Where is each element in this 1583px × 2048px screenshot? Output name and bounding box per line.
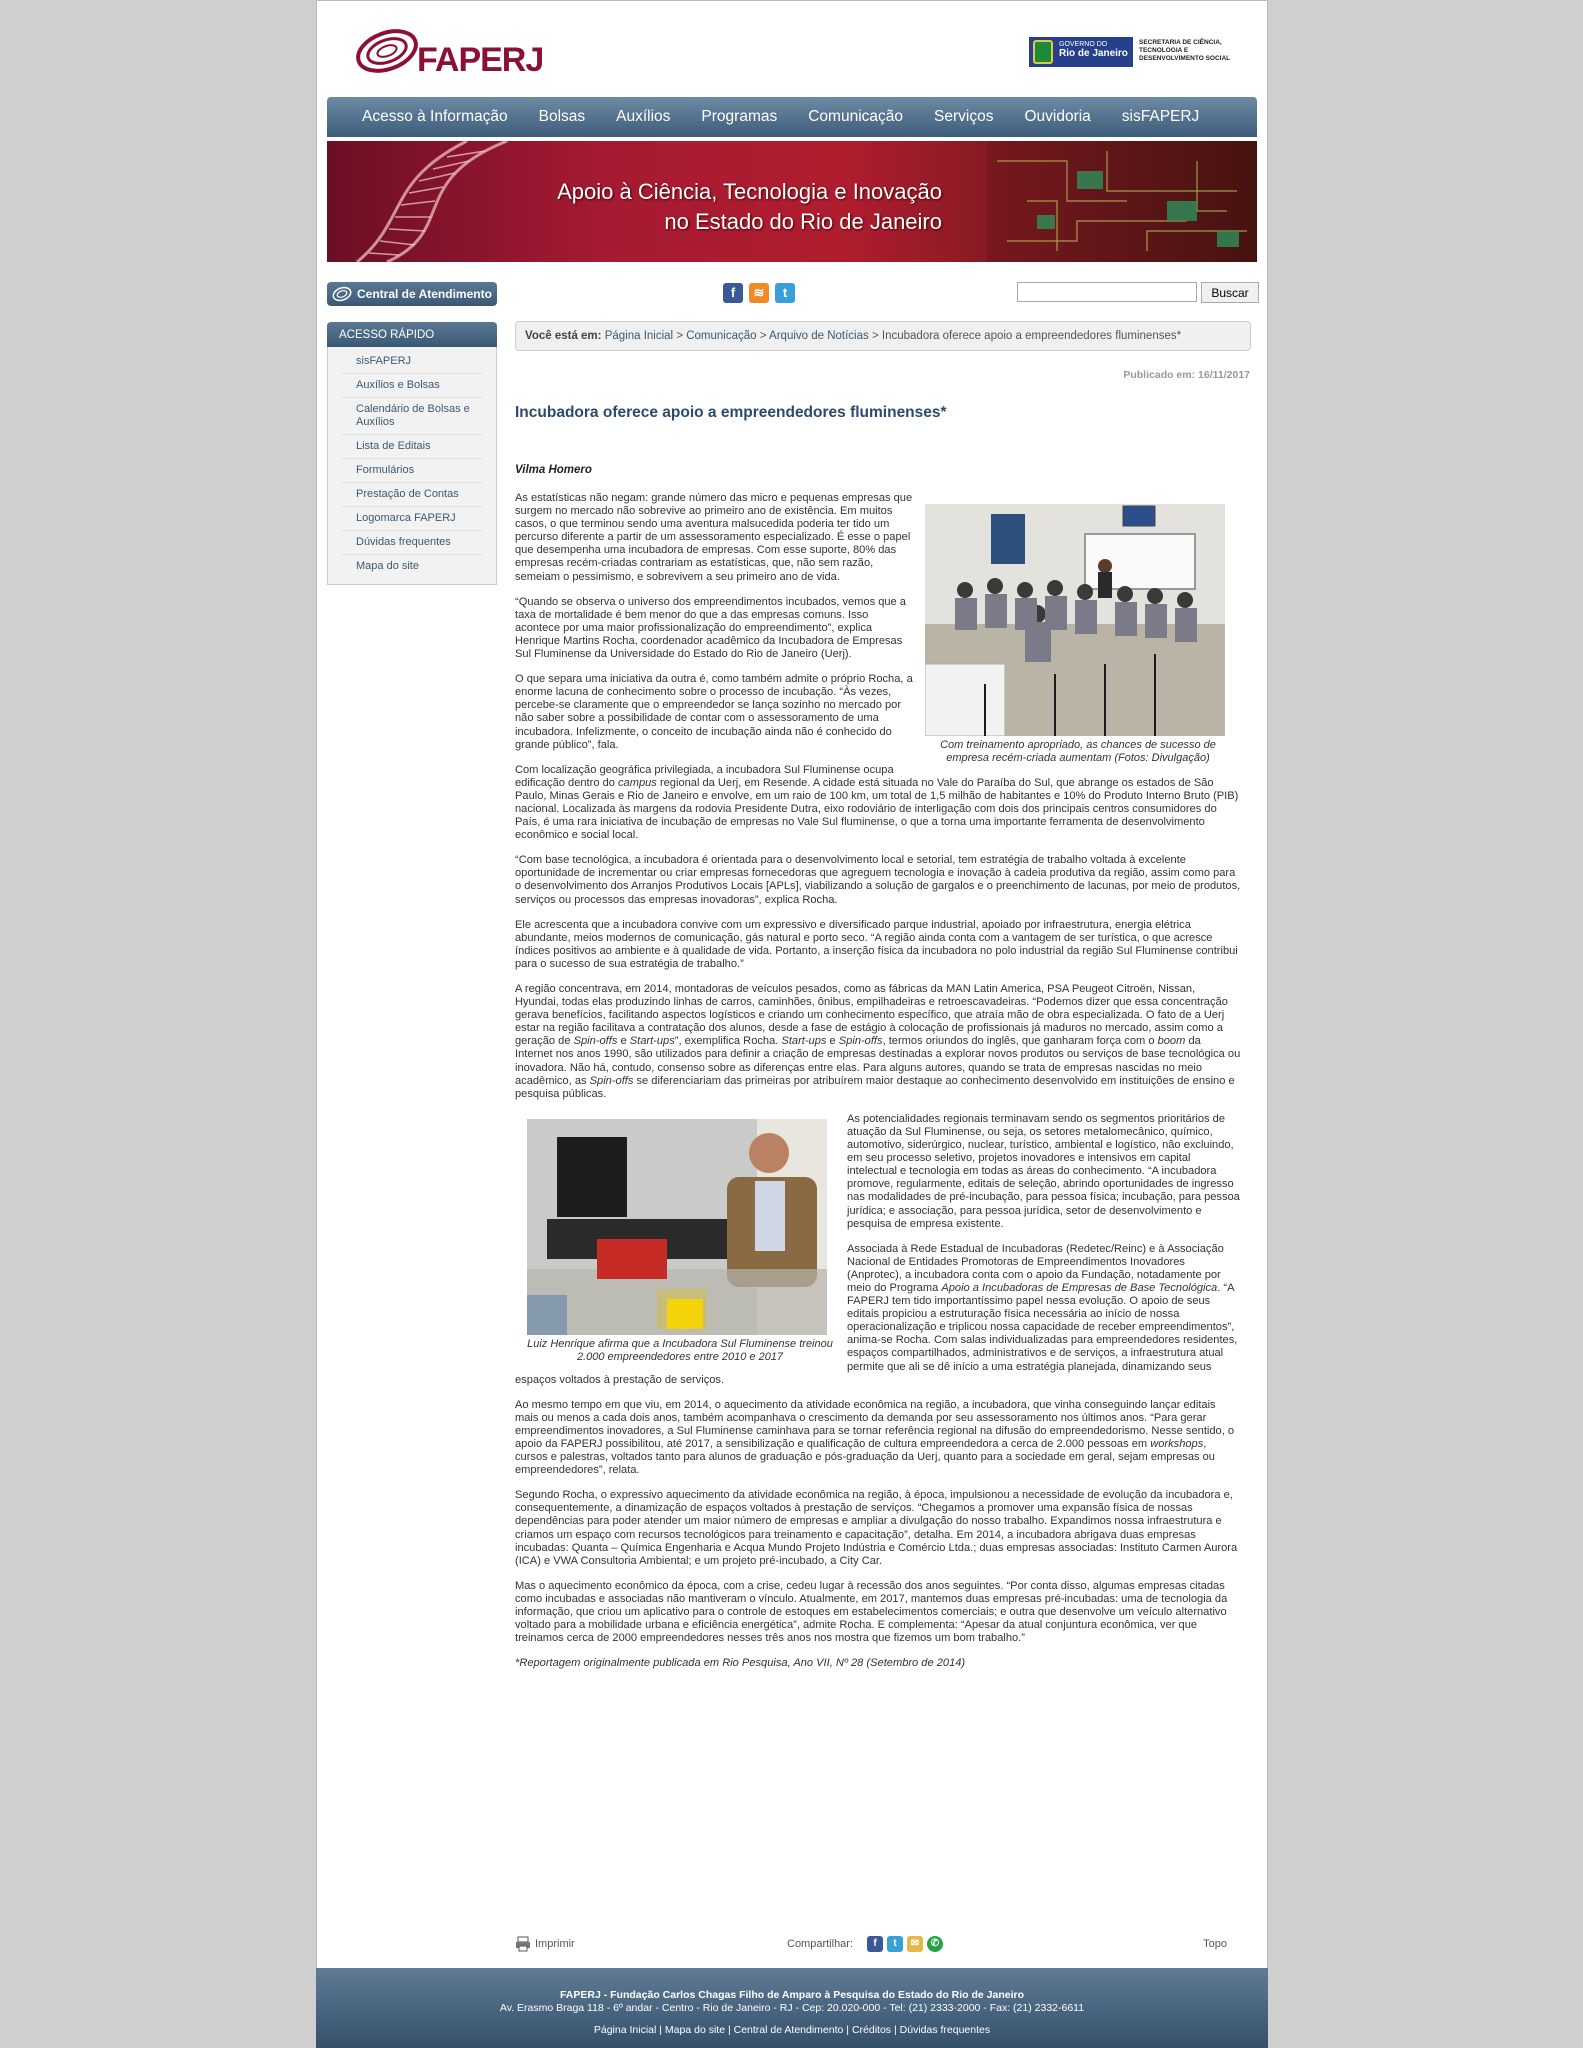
footer-link-home[interactable]: Página Inicial xyxy=(593,2024,657,2036)
whatsapp-share-icon[interactable]: ✆ xyxy=(927,1936,943,1952)
circuit-graphic xyxy=(987,141,1257,262)
paragraph-12: Mas o aquecimento econômico da época, com a crise, cedeu lugar à recessão dos anos seguintes. “Por conta disso, algumas empresas citadas como incubadas e associadas não mantiveram o vínculo. Atualmente, em 2017, mantemos duas empresas pré-incubadas: uma de tecnologia da informação, que criou um aplicativo para o controle de estoques em estabelecimentos comerciais; e outra que desenvolve um veículo alternativo voltado para a mobilidade urbana e eficiência energética”, admite Rocha. E complementa: “Apesar da atual conjuntura econômica, ver que treinamos cerca de 2000 empreendedores nesses três anos nos mostra que fizemos um bom trabalho.” xyxy=(515,1579,1228,1645)
logo-swirl-icon xyxy=(353,19,423,79)
search-input[interactable] xyxy=(1017,282,1197,302)
facebook-icon[interactable]: f xyxy=(723,283,743,303)
banner-line2: no Estado do Rio de Janeiro xyxy=(664,209,942,234)
footer-link-central[interactable]: Central de Atendimento xyxy=(733,2024,844,2036)
banner-line1: Apoio à Ciência, Tecnologia e Inovação xyxy=(557,179,942,204)
menu-item-sisfaperj[interactable]: sisFAPERJ xyxy=(1121,108,1200,125)
footer-link-mapa[interactable]: Mapa do site xyxy=(664,2024,726,2036)
dna-graphic xyxy=(347,141,527,262)
search-button[interactable]: Buscar xyxy=(1201,282,1259,303)
secretaria-label: SECRETARIA DE CIÊNCIA, TECNOLOGIA E DESENVOLVIMENTO SOCIAL xyxy=(1139,39,1231,62)
breadcrumb xyxy=(515,321,1251,351)
paragraph-11: Segundo Rocha, o expressivo aquecimento da atividade econômica na região, à época, impulsionou a necessidade de evolução da incubadora e, consequentemente, a dinamização de espaços voltados à prestação de serviços. “Chegamos a promover uma expansão física de nossas dependências para poder atender um maior número de empresas e ampliar a divulgação do nosso trabalho. Expandimos nossa infraestrutura e criamos um espaço com recursos tecnológicos para treinamento e capacitação”, detalha. Em 2014, a incubadora abrigava duas empresas incubadas: Quanta – Química Engenharia e Acqua Mundo Projeto Indústria e Comércio Ltda.; duas empresas associadas: Instituto Carmen Aurora (ICA) e VWA Consultoria Ambiental; e um projeto pré-incubado, a City Car. xyxy=(515,1489,1238,1567)
gov-line1: GOVERNO DO xyxy=(1059,41,1108,48)
quick-access-sidebar xyxy=(327,322,497,585)
menu-item-servicos[interactable]: Serviços xyxy=(934,108,994,125)
gov-badge xyxy=(1029,37,1133,67)
paragraph-6: Ele acrescenta que a incubadora convive com um expressivo e diversificado parque industrial, apoiado por infraestrutura, energia elétrica abundante, meios modernos de comunicação, gás natural e porto seco. “A região ainda conta com a vantagem de ser turística, o que acresce índices positivos ao ambiente e à qualidade de vida. Portanto, a inserção física da incubadora no polo industrial da região Sul Fluminense contribui para o sucesso de sua estratégia de trabalho.” xyxy=(515,918,1238,970)
paragraph-1: As estatísticas não negam: grande número das micro e pequenas empresas que surgem no mercado não sobrevive ao primeiro ano de existência. Em muitos casos, o que terminou sendo uma aventura malsucedida poderia ter tido um percurso diferente a partir de um assessoramento especializado. É esse o papel que desempenha uma incubadora de empresas. Com esse suporte, 80% das empresas recém-criadas contrariam as estatísticas, que, não sem razão, semeiam o pessimismo, e sobrevivem a seu primeiro ano de vida. xyxy=(515,492,913,583)
sidebar-item-auxilios-bolsas[interactable]: Auxílios e Bolsas xyxy=(342,374,482,398)
sidebar-item-mapa[interactable]: Mapa do site xyxy=(356,560,419,572)
figure-classroom xyxy=(925,504,1231,765)
paragraph-2: “Quando se observa o universo dos empreendimentos incubados, vemos que a taxa de mortalidade é bem menor do que a das empresas comuns. Isso acontece por uma maior profissionalização do empreendimento”, explica Henrique Martins Rocha, coordenador acadêmico da Incubadora de Empresas Sul Fluminense da Universidade do Estado do Rio de Janeiro (Uerj). xyxy=(515,595,906,661)
article-author: Vilma Homero xyxy=(515,464,592,476)
paragraph-4: Com localização geográfica privilegiada, a incubadora Sul Fluminense ocupa edificação dentro do campus regional da Uerj, em Resende. A cidade está situada no Vale do Paraíba do Sul, que abrange os estados de São Paulo, Minas Gerais e Rio de Janeiro e envolve, em um raio de 100 km, um total de 1,5 milhão de habitantes e 10% do Produto Interno Bruto (PIB) nacional. Localizada às margens da rodovia Presidente Dutra, eixo rodoviário de interligação com dois dos principais centros consumidores do País, é uma rara iniciativa de incubação de empresas no Vale Sul fluminense, o que a torna uma importante ferramenta de desenvolvimento econômico e social local. xyxy=(515,763,1239,842)
menu-item-auxilios[interactable]: Auxílios xyxy=(616,108,671,125)
paragraph-8: As potencialidades regionais terminavam sendo os segmentos prioritários de atuação da Sul Fluminense, ou seja, os setores metalomecânico, químico, automotivo, siderúrgico, nuclear, turístico, ambiental e logístico, não excluindo, em seu processo seletivo, projetos inovadores e intensivos em capital intelectual e tecnologia em todas as áreas do conhecimento. “A incubadora promove, regularmente, editais de seleção, abrindo oportunidades de ingresso nas modalidades de pré-incubação, para pessoa física; incubação, para pessoa jurídica; e associação, para pessoa jurídica, setor de desenvolvimento e pesquisa de empresa existente. xyxy=(847,1112,1240,1230)
government-logo[interactable] xyxy=(1029,37,1249,71)
share-label: Compartilhar: xyxy=(787,1938,854,1950)
footer-separator: | xyxy=(846,2024,850,2036)
paragraph-10: Ao mesmo tempo em que viu, em 2014, o aquecimento da atividade econômica na região, a incubadora, que vinha conseguindo lançar editais mais ou menos a cada dois anos, também acompanhava o crescimento da demanda por seu assessoramento nos últimos anos. “Para gerar empreendimentos inovadores, a Sul Fluminense caminhava para se tornar referência regional na difusão do empreendedorismo. Nesse sentido, o apoio da FAPERJ possibilitou, até 2017, a sensibilização e qualificação de cultura empreendedora a cerca de 2.000 pessoas em workshops, cursos e palestras, voltados tanto para alunos de graduação e pós-graduação da Uerj, quanto para a sociedade em geral, sejam empresas ou empreendedores”, relata. xyxy=(515,1398,1235,1477)
sidebar-list xyxy=(327,347,497,585)
sidebar-item-duvidas[interactable]: Dúvidas frequentes xyxy=(342,531,482,555)
paragraph-9: Associada à Rede Estadual de Incubadoras (Redetec/Reinc) e à Associação Nacional de Entidades Promotoras de Empreendimentos Inovadores (Anprotec), a incubadora conta com o apoio da Fundação, notadamente por meio do Programa Apoio a Incubadoras de Empresas de Base Tecnológica. “A FAPERJ tem tido importantíssimo papel nessa evolução. O apoio de seus editais propiciou a estruturação física necessária ao início de nossa operacionalização e triplicou nossa capacidade de receber empreendimentos”, anima-se Rocha. Com salas individualizadas para empreendedores residentes, espaços compartilhados, administrativos e de serviços, a infraestrutura atual permite que ali se dê início a uma estratégia planejada, dinamizando seus espaços voltados à prestação de serviços. xyxy=(515,1242,1238,1386)
footer-separator: | xyxy=(727,2024,731,2036)
footer-separator: | xyxy=(659,2024,662,2036)
state-emblem-icon xyxy=(1033,40,1053,64)
sidebar-item-editais[interactable]: Lista de Editais xyxy=(342,435,482,459)
office-photo xyxy=(527,1119,827,1335)
footer-link-creditos[interactable]: Créditos xyxy=(851,2024,892,2036)
breadcrumb-label: Você está em: xyxy=(525,330,602,342)
article-title: Incubadora oferece apoio a empreendedores fluminenses* xyxy=(515,404,947,421)
figure-caption-1: Com treinamento apropriado, as chances de sucesso de empresa recém-criada aumentam (Fotos: Divulgação) xyxy=(940,739,1216,764)
sidebar-item-prestacao[interactable]: Prestação de Contas xyxy=(342,483,482,507)
swirl-icon xyxy=(331,284,353,304)
twitter-share-icon[interactable]: t xyxy=(887,1936,903,1952)
footer-address: Av. Erasmo Braga 118 - 6º andar - Centro - Rio de Janeiro - RJ - Cep: 20.020-000 - Tel: (21) 2333-2000 - Fax: (21) 2332-6611 xyxy=(499,2002,1085,2014)
paragraph-7: A região concentrava, em 2014, montadoras de veículos pesados, como as fábricas da MAN Latin America, PSA Peugeot Citroën, Nissan, Hyundai, todas elas produzindo linhas de carros, caminhões, ônibus, empilhadeiras e retroescavadeiras. “Podemos dizer que essa concentração gerava benefícios, facilitando aspectos logísticos e criando um conhecimento específico, que atraía mão de obra especializada. O fato de a Uerj estar na região facilitava a contratação dos alunos, desde a fase de estágio à colocação de profissionais já maduros no mercado, assim como a geração de Spin-offs e Start-ups”, exemplifica Rocha. Start-ups e Spin-offs, termos oriundos do inglês, que ganharam força com o boom da Internet nos anos 1990, são utilizados para definir a criação de empresas destinadas a explorar novos produtos ou serviços de base tecnológica ou inovadora. Não há, contudo, consenso sobre as diferenças entre elas. Para alguns autores, quando se trata de empresas nascidas no meio acadêmico, as Spin-offs se diferenciariam das primeiras por atribuírem maior destaque ao conhecimento desenvolvido em instituições de ensino e pesquisa públicas. xyxy=(515,983,1241,1100)
figure-luiz-henrique xyxy=(527,1119,833,1364)
printer-icon[interactable] xyxy=(515,1936,531,1952)
page-container xyxy=(316,0,1268,1975)
sidebar-item-calendario[interactable]: Calendário de Bolsas e Auxílios xyxy=(342,398,482,435)
twitter-icon[interactable]: t xyxy=(775,283,795,303)
email-share-icon[interactable]: ✉ xyxy=(907,1936,923,1952)
main-menu xyxy=(327,97,1257,137)
menu-item-programas[interactable]: Programas xyxy=(701,108,778,125)
logo-text: FAPERJ xyxy=(417,41,544,79)
sidebar-title: ACESSO RÁPIDO xyxy=(327,322,497,347)
hero-banner xyxy=(327,141,1257,262)
breadcrumb-arquivo[interactable]: Arquivo de Notícias xyxy=(769,330,869,342)
published-date: Publicado em: 16/11/2017 xyxy=(1123,369,1250,381)
breadcrumb-comunicacao[interactable]: Comunicação xyxy=(686,330,757,342)
breadcrumb-separator: > xyxy=(759,330,767,342)
breadcrumb-separator: > xyxy=(676,330,684,342)
footer xyxy=(316,1968,1268,2048)
central-atendimento-button[interactable] xyxy=(327,282,497,306)
breadcrumb-separator: > xyxy=(871,330,879,342)
sidebar-item-formularios[interactable]: Formulários xyxy=(342,459,482,483)
sidebar-item-logomarca[interactable]: Logomarca FAPERJ xyxy=(342,507,482,531)
menu-item-acesso[interactable]: Acesso à Informação xyxy=(362,108,508,125)
social-links xyxy=(723,283,795,303)
classroom-photo xyxy=(925,504,1225,736)
footer-separator: | xyxy=(893,2024,897,2036)
gov-line2: Rio de Janeiro xyxy=(1059,48,1128,59)
footer-links xyxy=(316,2024,1268,2037)
sidebar-item-sisfaperj[interactable]: sisFAPERJ xyxy=(342,350,482,374)
rss-icon[interactable]: ≋ xyxy=(749,283,769,303)
central-label: Central de Atendimento xyxy=(357,287,492,301)
breadcrumb-home[interactable]: Página Inicial xyxy=(604,330,674,342)
print-link[interactable]: Imprimir xyxy=(535,1938,575,1950)
figure-caption-2: Luiz Henrique afirma que a Incubadora Sul Fluminense treinou 2.000 empreendedores entre 2010 e 2017 xyxy=(527,1337,833,1363)
article-tools xyxy=(515,1936,1251,1956)
paragraph-5: “Com base tecnológica, a incubadora é orientada para o desenvolvimento local e setorial, tem estratégia de trabalho voltada à excelente oportunidade de incrementar ou criar empresas fornecedoras que agreguem tecnologia e inovação à cadeia produtiva da região, assim como para o desenvolvimento dos Arranjos Produtivos Locais [APLs], viabilizando a solução de gargalos e o preenchimento de lacunas, por meio de produtos, serviços ou processos das empresas inovadoras”, explica Rocha. xyxy=(515,854,1241,906)
breadcrumb-current: Incubadora oferece apoio a empreendedores fluminenses* xyxy=(881,330,1182,342)
menu-item-ouvidoria[interactable]: Ouvidoria xyxy=(1024,108,1091,125)
top-link[interactable]: Topo xyxy=(1203,1938,1227,1950)
menu-item-comunicacao[interactable]: Comunicação xyxy=(808,108,904,125)
faperj-logo[interactable] xyxy=(353,19,553,89)
menu-item-bolsas[interactable]: Bolsas xyxy=(538,108,586,125)
article-body xyxy=(515,492,1241,1682)
footer-link-duvidas[interactable]: Dúvidas frequentes xyxy=(899,2024,991,2036)
paragraph-3: O que separa uma iniciativa da outra é, como também admite o próprio Rocha, a enorme lacuna de conhecimento sobre o processo de incubação. “Às vezes, percebe-se claramente que o empreendedor se lança sozinho no mercado por não saber sobre a possibilidade de contar com o assessoramento de uma incubadora. Infelizmente, o conceito de incubação ainda não é conhecido do grande público”, fala. xyxy=(515,673,913,751)
article-footnote: *Reportagem originalmente publicada em Rio Pesquisa, Ano VII, Nº 28 (Setembro de 2014) xyxy=(515,1657,966,1670)
facebook-share-icon[interactable]: f xyxy=(867,1936,883,1952)
footer-org: FAPERJ - Fundação Carlos Chagas Filho de Amparo à Pesquisa do Estado do Rio de Janeiro xyxy=(559,1989,1025,2001)
